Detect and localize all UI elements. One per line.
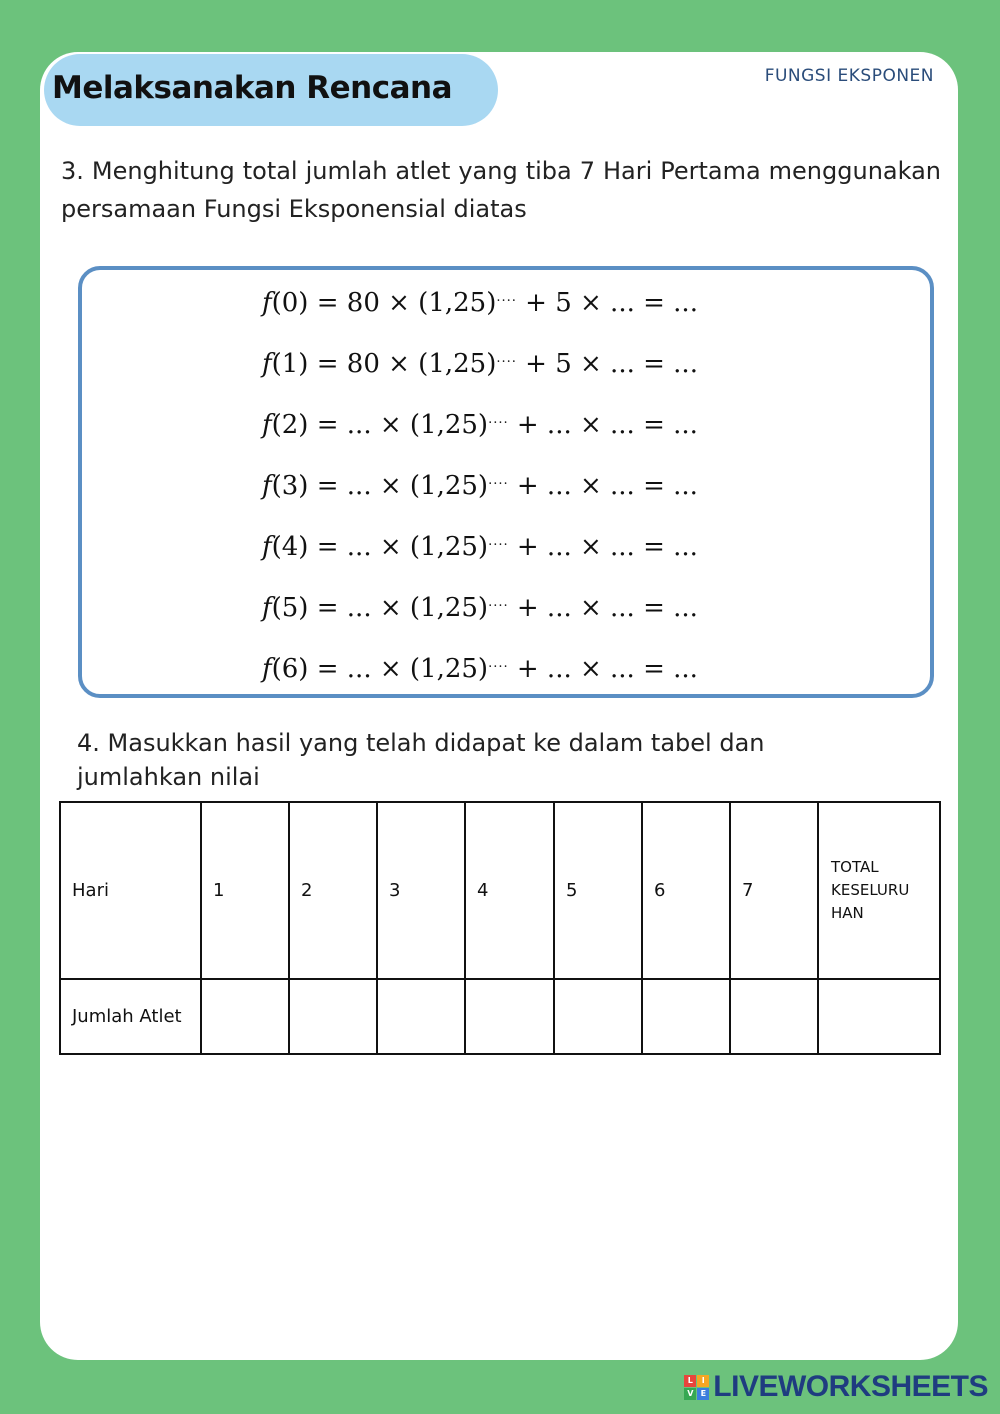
formula-part: f: [262, 410, 272, 440]
formula-part: + 5 × ... = ...: [516, 288, 698, 318]
formula-part: ....: [488, 473, 509, 488]
formula-line: [262, 593, 698, 623]
results-table: [59, 801, 941, 1055]
formula-part: (6): [271, 654, 309, 684]
header-cell-day-1: 1: [201, 802, 289, 979]
formula-part: + ... × ... = ...: [508, 410, 698, 440]
answer-cell-day-4[interactable]: [465, 979, 554, 1054]
formula-part: = ... × (1,25): [308, 471, 489, 501]
logo-letter: V: [684, 1388, 696, 1400]
formula-part: ....: [496, 290, 517, 305]
formula-part: + 5 × ... = ...: [516, 349, 698, 379]
formula-line: [262, 349, 698, 379]
formula-part: (2): [271, 410, 309, 440]
logo-letter: I: [697, 1375, 709, 1387]
formula-line: [262, 532, 698, 562]
row-label-jumlah-atlet: Jumlah Atlet: [60, 979, 201, 1054]
header-cell-day-7: 7: [730, 802, 818, 979]
header-cell-day-4: 4: [465, 802, 554, 979]
formula-part: ....: [488, 595, 509, 610]
formula-part: (4): [271, 532, 309, 562]
formula-part: ....: [496, 351, 517, 366]
formula-part: f: [262, 593, 272, 623]
formula-part: (5): [271, 593, 309, 623]
answer-cell-day-2[interactable]: [289, 979, 377, 1054]
formula-part: f: [262, 288, 272, 318]
section-title: Melaksanakan Rencana: [52, 70, 453, 106]
formula-part: = ... × (1,25): [308, 593, 489, 623]
question-4-text: 4. Masukkan hasil yang telah didapat ke dalam tabel dan jumlahkan nilai: [77, 729, 765, 791]
formula-part: + ... × ... = ...: [508, 593, 698, 623]
formula-part: f: [262, 654, 272, 684]
answer-cell-day-5[interactable]: [554, 979, 642, 1054]
answer-cell-day-7[interactable]: [730, 979, 818, 1054]
formula-part: f: [262, 349, 272, 379]
formula-part: + ... × ... = ...: [508, 654, 698, 684]
answer-cell-day-3[interactable]: [377, 979, 465, 1054]
header-cell-day-2: 2: [289, 802, 377, 979]
liveworksheets-brand: [684, 1370, 988, 1404]
formula-part: f: [262, 471, 272, 501]
formula-part: = 80 × (1,25): [308, 288, 497, 318]
formula-part: f: [262, 532, 272, 562]
liveworksheets-logo-icon: [684, 1375, 709, 1400]
header-cell-day-6: 6: [642, 802, 730, 979]
formula-line: [262, 654, 698, 684]
formula-part: ....: [488, 412, 509, 427]
table-answer-row: [60, 979, 940, 1054]
formula-line: [262, 471, 698, 501]
table-header-row: [60, 802, 940, 979]
logo-letter: L: [684, 1375, 696, 1387]
formula-part: + ... × ... = ...: [508, 532, 698, 562]
formula-part: = ... × (1,25): [308, 654, 489, 684]
answer-cell-total[interactable]: [818, 979, 940, 1054]
formula-part: = ... × (1,25): [308, 410, 489, 440]
formula-part: + ... × ... = ...: [508, 471, 698, 501]
formula-part: ....: [488, 656, 509, 671]
header-cell-total: TOTAL KESELURU HAN: [818, 802, 940, 979]
header-cell-hari: Hari: [60, 802, 201, 979]
formula-part: = ... × (1,25): [308, 532, 489, 562]
formula-part: ....: [488, 534, 509, 549]
header-cell-day-5: 5: [554, 802, 642, 979]
formula-part: = 80 × (1,25): [308, 349, 497, 379]
question-3-text: 3. Menghitung total jumlah atlet yang tiba 7 Hari Pertama menggunakan persamaan Fungsi Eksponensial diatas: [61, 157, 941, 223]
brand-name: LIVEWORKSHEETS: [713, 1370, 988, 1403]
formula-part: (0): [271, 288, 309, 318]
formula-part: (3): [271, 471, 309, 501]
header-cell-day-3: 3: [377, 802, 465, 979]
topic-label: FUNGSI EKSPONEN: [764, 66, 934, 86]
logo-letter: E: [697, 1388, 709, 1400]
formula-line: [262, 288, 698, 318]
formula-line: [262, 410, 698, 440]
answer-cell-day-1[interactable]: [201, 979, 289, 1054]
worksheet-page: [40, 52, 958, 1360]
formula-part: (1): [271, 349, 309, 379]
answer-cell-day-6[interactable]: [642, 979, 730, 1054]
